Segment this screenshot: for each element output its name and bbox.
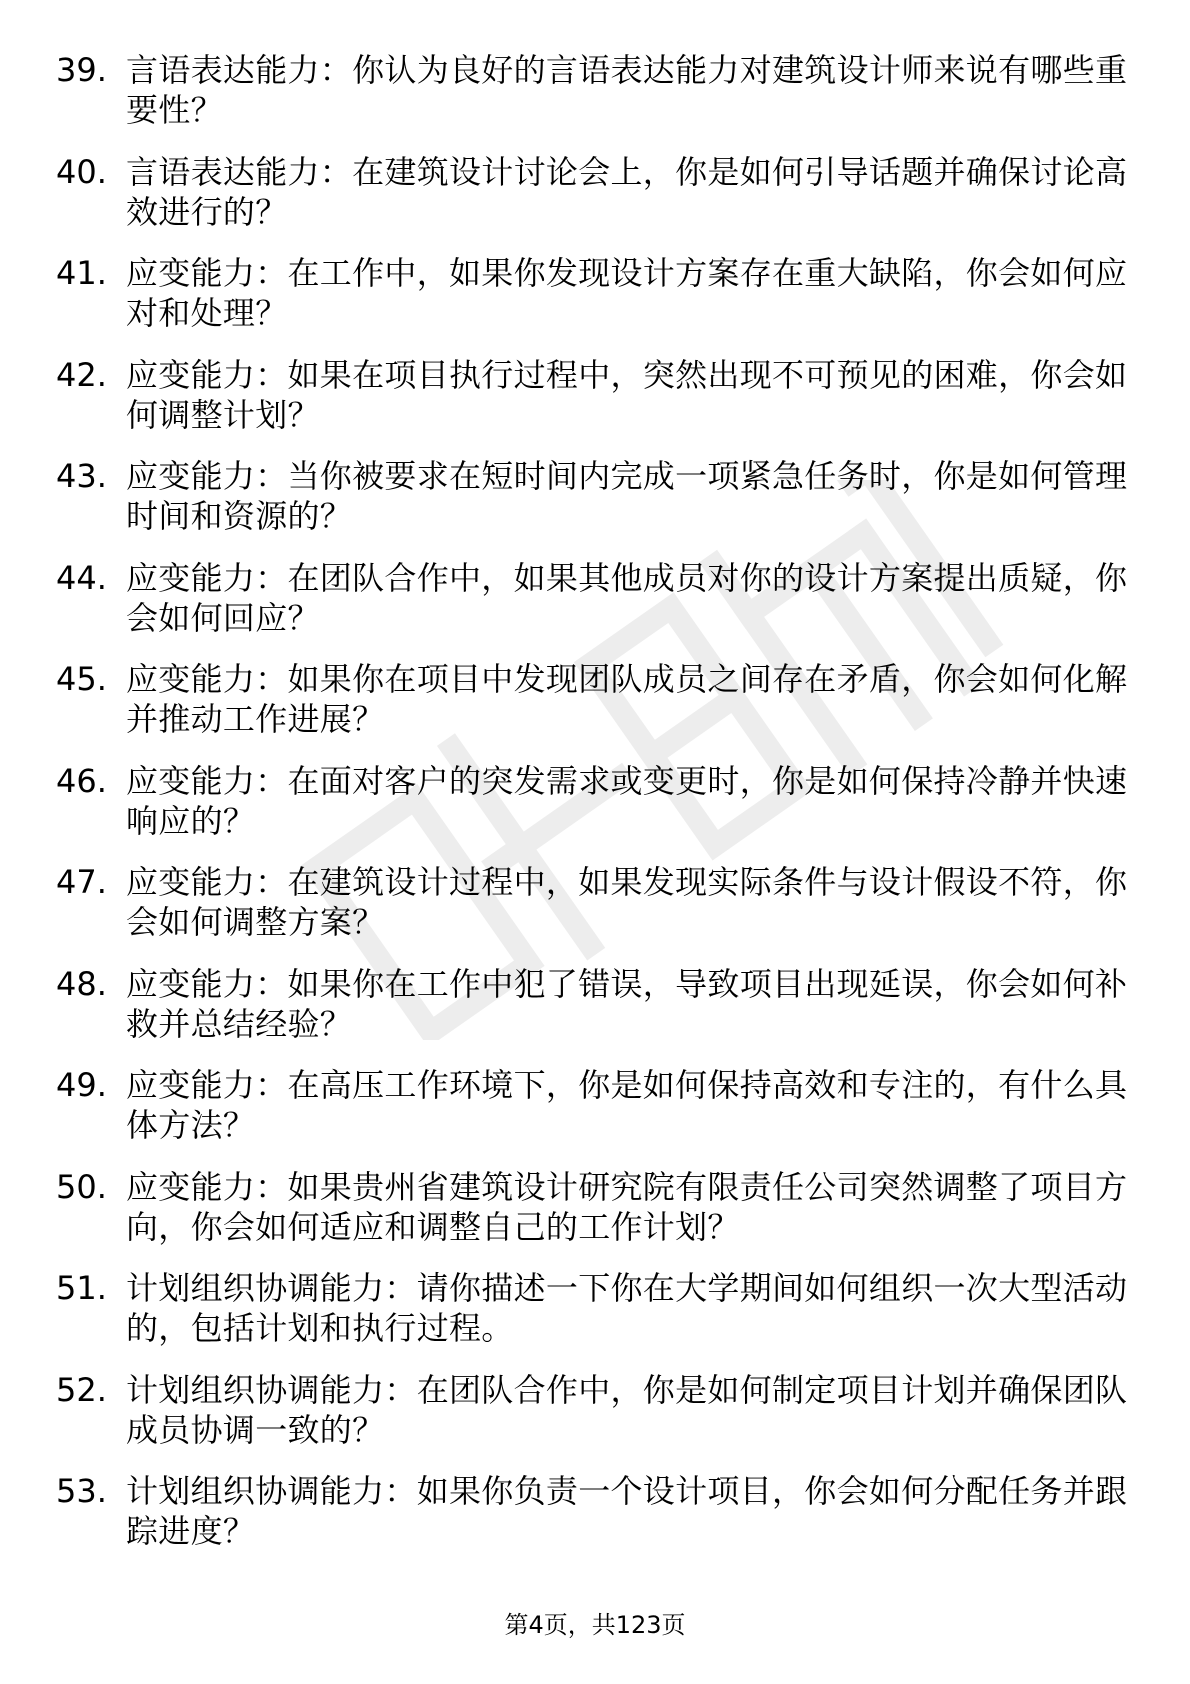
question-item bbox=[56, 1065, 1136, 1167]
question-text: 应变能力：如果你在工作中犯了错误，导致项目出现延误，你会如何补救并总结经验？ bbox=[126, 964, 1128, 1043]
question-item bbox=[56, 456, 1136, 558]
question-text: 计划组织协调能力：请你描述一下你在大学期间如何组织一次大型活动的，包括计划和执行过程。 bbox=[126, 1269, 1128, 1347]
question-number: 49. bbox=[56, 1066, 107, 1104]
question-text: 计划组织协调能力：在团队合作中，你是如何制定项目计划并确保团队成员协调一致的？ bbox=[126, 1370, 1128, 1449]
question-text: 言语表达能力：你认为良好的言语表达能力对建筑设计师来说有哪些重要性？ bbox=[126, 51, 1128, 129]
question-text: 应变能力：如果你在项目中发现团队成员之间存在矛盾，你会如何化解并推动工作进展？ bbox=[126, 660, 1128, 738]
question-item bbox=[56, 355, 1136, 457]
question-text: 应变能力：在面对客户的突发需求或变更时，你是如何保持冷静并快速响应的？ bbox=[126, 761, 1128, 840]
question-text: 应变能力：在高压工作环境下，你是如何保持高效和专注的，有什么具体方法？ bbox=[126, 1066, 1128, 1144]
question-text: 计划组织协调能力：如果你负责一个设计项目，你会如何分配任务并跟踪进度？ bbox=[126, 1472, 1128, 1550]
question-text: 应变能力：如果贵州省建筑设计研究院有限责任公司突然调整了项目方向，你会如何适应和调整自己的工作计划？ bbox=[126, 1167, 1128, 1246]
question-number: 44. bbox=[56, 558, 107, 597]
question-item bbox=[56, 1268, 1136, 1370]
question-item bbox=[56, 1167, 1136, 1269]
question-text: 应变能力：当你被要求在短时间内完成一项紧急任务时，你是如何管理时间和资源的？ bbox=[126, 457, 1128, 535]
question-item bbox=[56, 659, 1136, 761]
question-text: 应变能力：在团队合作中，如果其他成员对你的设计方案提出质疑，你会如何回应？ bbox=[126, 558, 1128, 637]
question-text: 言语表达能力：在建筑设计讨论会上，你是如何引导话题并确保讨论高效进行的？ bbox=[126, 152, 1128, 231]
question-number: 48. bbox=[56, 964, 107, 1003]
question-text: 应变能力：在工作中，如果你发现设计方案存在重大缺陷，你会如何应对和处理？ bbox=[126, 254, 1128, 332]
question-item bbox=[56, 761, 1136, 863]
question-item bbox=[56, 50, 1136, 152]
question-number: 52. bbox=[56, 1370, 107, 1409]
question-list bbox=[56, 50, 1136, 1573]
page-footer: 第4页，共123页 bbox=[504, 1611, 686, 1639]
question-item bbox=[56, 1471, 1136, 1573]
question-item bbox=[56, 964, 1136, 1066]
question-text: 应变能力：在建筑设计过程中，如果发现实际条件与设计假设不符，你会如何调整方案？ bbox=[126, 863, 1128, 941]
question-number: 53. bbox=[56, 1472, 107, 1510]
question-number: 40. bbox=[56, 152, 107, 191]
question-item bbox=[56, 152, 1136, 254]
question-number: 51. bbox=[56, 1269, 107, 1307]
question-number: 43. bbox=[56, 457, 107, 495]
question-number: 41. bbox=[56, 254, 107, 292]
question-number: 42. bbox=[56, 355, 107, 394]
question-text: 应变能力：如果在项目执行过程中，突然出现不可预见的困难，你会如何调整计划？ bbox=[126, 355, 1128, 434]
question-item bbox=[56, 1370, 1136, 1472]
question-item bbox=[56, 253, 1136, 355]
question-number: 46. bbox=[56, 761, 107, 800]
question-number: 39. bbox=[56, 51, 107, 89]
question-number: 45. bbox=[56, 660, 107, 698]
question-number: 50. bbox=[56, 1167, 107, 1206]
question-number: 47. bbox=[56, 863, 107, 901]
question-item bbox=[56, 862, 1136, 964]
question-item bbox=[56, 558, 1136, 660]
